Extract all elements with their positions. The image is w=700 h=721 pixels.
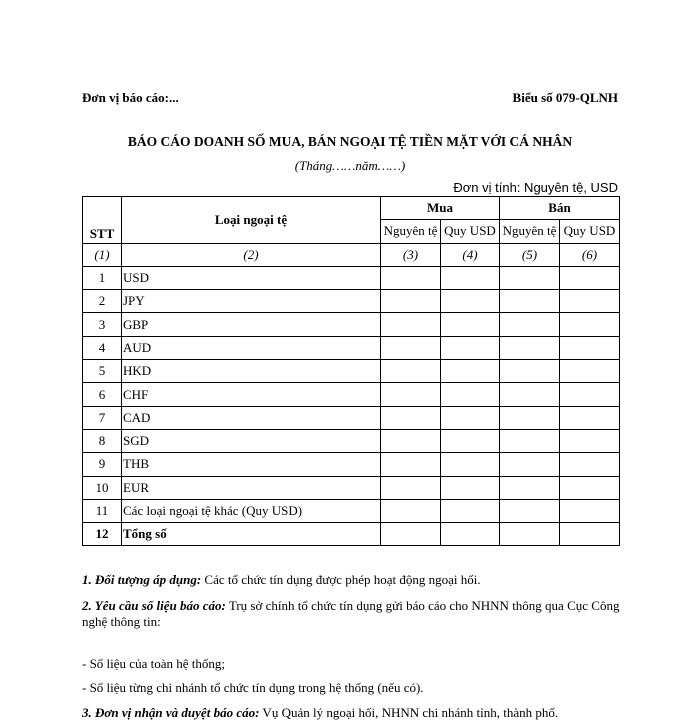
row-currency-name: CHF bbox=[122, 383, 381, 406]
row-value-cell bbox=[500, 360, 560, 383]
col-number: (6) bbox=[560, 243, 620, 266]
row-stt: 1 bbox=[83, 266, 122, 289]
row-value-cell bbox=[441, 290, 500, 313]
row-value-cell bbox=[500, 429, 560, 452]
col-number: (2) bbox=[122, 243, 381, 266]
row-value-cell bbox=[560, 383, 620, 406]
row-currency-name: Các loại ngoại tệ khác (Quy USD) bbox=[122, 499, 381, 522]
note-2 bbox=[82, 598, 622, 630]
row-value-cell bbox=[560, 290, 620, 313]
row-value-cell bbox=[441, 499, 500, 522]
note-2-text: Trụ sở chính tổ chức tín dụng gửi báo cáo cho NHNN thông qua Cục Công nghệ thông tin: bbox=[82, 598, 620, 629]
row-value-cell bbox=[500, 290, 560, 313]
row-value-cell bbox=[441, 360, 500, 383]
row-value-cell bbox=[381, 290, 441, 313]
row-value-cell bbox=[381, 313, 441, 336]
row-value-cell bbox=[441, 313, 500, 336]
row-stt: 11 bbox=[83, 499, 122, 522]
sell-original-header: Nguyên tệ bbox=[500, 220, 560, 243]
row-stt: 9 bbox=[83, 453, 122, 476]
report-period: (Tháng……năm……) bbox=[294, 158, 406, 173]
row-stt: 12 bbox=[83, 523, 122, 546]
row-currency-name: JPY bbox=[122, 290, 381, 313]
note-2-bullet-2: - Số liệu từng chi nhánh tổ chức tín dụng trong hệ thống (nếu có). bbox=[82, 680, 424, 695]
row-stt: 7 bbox=[83, 406, 122, 429]
report-title: BÁO CÁO DOANH SỐ MUA, BÁN NGOẠI TỆ TIỀN MẶT VỚI CÁ NHÂN bbox=[127, 134, 573, 149]
sell-header: Bán bbox=[500, 197, 620, 220]
table-row bbox=[83, 290, 620, 313]
row-currency-name: HKD bbox=[122, 360, 381, 383]
row-value-cell bbox=[560, 336, 620, 359]
buy-header: Mua bbox=[381, 197, 500, 220]
row-value-cell bbox=[560, 360, 620, 383]
row-stt: 5 bbox=[83, 360, 122, 383]
row-value-cell bbox=[381, 383, 441, 406]
row-value-cell bbox=[441, 453, 500, 476]
table-row bbox=[83, 266, 620, 289]
row-value-cell bbox=[381, 266, 441, 289]
row-value-cell bbox=[441, 266, 500, 289]
note-3-text: Vụ Quản lý ngoại hối, NHNN chi nhánh tỉnh, thành phố. bbox=[259, 705, 559, 720]
row-value-cell bbox=[500, 383, 560, 406]
table-row bbox=[83, 523, 620, 546]
table-row bbox=[83, 453, 620, 476]
row-value-cell bbox=[441, 383, 500, 406]
row-value-cell bbox=[500, 313, 560, 336]
table-row bbox=[83, 383, 620, 406]
table-row bbox=[83, 313, 620, 336]
row-value-cell bbox=[500, 476, 560, 499]
col-number: (3) bbox=[381, 243, 441, 266]
row-value-cell bbox=[441, 336, 500, 359]
row-value-cell bbox=[381, 406, 441, 429]
row-value-cell bbox=[441, 429, 500, 452]
row-value-cell bbox=[500, 406, 560, 429]
row-value-cell bbox=[381, 429, 441, 452]
note-2-label: 2. Yêu cầu số liệu báo cáo: bbox=[82, 598, 226, 613]
table-row bbox=[83, 360, 620, 383]
form-number: Biểu số 079-QLNH bbox=[512, 90, 618, 105]
column-number-row bbox=[83, 243, 620, 266]
row-currency-name: GBP bbox=[122, 313, 381, 336]
row-value-cell bbox=[560, 406, 620, 429]
row-value-cell bbox=[381, 499, 441, 522]
row-value-cell bbox=[560, 499, 620, 522]
row-value-cell bbox=[381, 360, 441, 383]
col-number: (4) bbox=[441, 243, 500, 266]
reporting-unit-label: Đơn vị báo cáo:... bbox=[82, 90, 179, 105]
row-value-cell bbox=[381, 336, 441, 359]
table-row bbox=[83, 336, 620, 359]
row-currency-name: CAD bbox=[122, 406, 381, 429]
row-value-cell bbox=[560, 523, 620, 546]
row-stt: 10 bbox=[83, 476, 122, 499]
note-2-bullet-1: - Số liệu của toàn hệ thống; bbox=[82, 656, 225, 671]
row-value-cell bbox=[500, 266, 560, 289]
row-value-cell bbox=[560, 476, 620, 499]
row-currency-name: THB bbox=[122, 453, 381, 476]
row-value-cell bbox=[500, 336, 560, 359]
row-value-cell bbox=[500, 523, 560, 546]
row-value-cell bbox=[381, 453, 441, 476]
row-stt: 8 bbox=[83, 429, 122, 452]
sell-usd-header: Quy USD bbox=[560, 220, 620, 243]
row-stt: 2 bbox=[83, 290, 122, 313]
buy-usd-header: Quy USD bbox=[441, 220, 500, 243]
note-1-text: Các tổ chức tín dụng được phép hoạt động ngoại hối. bbox=[201, 572, 481, 587]
currency-type-header: Loại ngoại tệ bbox=[122, 197, 381, 244]
row-value-cell bbox=[441, 406, 500, 429]
row-value-cell bbox=[441, 523, 500, 546]
row-currency-name: AUD bbox=[122, 336, 381, 359]
note-1-label: 1. Đối tượng áp dụng: bbox=[82, 572, 202, 587]
table-row bbox=[83, 499, 620, 522]
report-table bbox=[82, 196, 620, 546]
col-number: (1) bbox=[83, 243, 122, 266]
row-value-cell bbox=[441, 476, 500, 499]
row-stt: 3 bbox=[83, 313, 122, 336]
table-row bbox=[83, 406, 620, 429]
unit-note: Đơn vị tính: Nguyên tệ, USD bbox=[453, 180, 618, 195]
table-row bbox=[83, 476, 620, 499]
row-value-cell bbox=[560, 266, 620, 289]
row-stt: 6 bbox=[83, 383, 122, 406]
buy-original-header: Nguyên tệ bbox=[381, 220, 441, 243]
row-currency-name: Tổng số bbox=[122, 523, 381, 546]
col-number: (5) bbox=[500, 243, 560, 266]
row-value-cell bbox=[560, 429, 620, 452]
note-3-label: 3. Đơn vị nhận và duyệt báo cáo: bbox=[82, 705, 260, 720]
table-row bbox=[83, 429, 620, 452]
row-value-cell bbox=[560, 313, 620, 336]
row-currency-name: SGD bbox=[122, 429, 381, 452]
stt-header: STT bbox=[83, 197, 122, 244]
note-3 bbox=[82, 705, 558, 721]
row-currency-name: EUR bbox=[122, 476, 381, 499]
row-value-cell bbox=[381, 523, 441, 546]
row-value-cell bbox=[500, 499, 560, 522]
row-value-cell bbox=[381, 476, 441, 499]
row-value-cell bbox=[560, 453, 620, 476]
row-value-cell bbox=[500, 453, 560, 476]
note-1 bbox=[82, 572, 481, 588]
row-stt: 4 bbox=[83, 336, 122, 359]
row-currency-name: USD bbox=[122, 266, 381, 289]
